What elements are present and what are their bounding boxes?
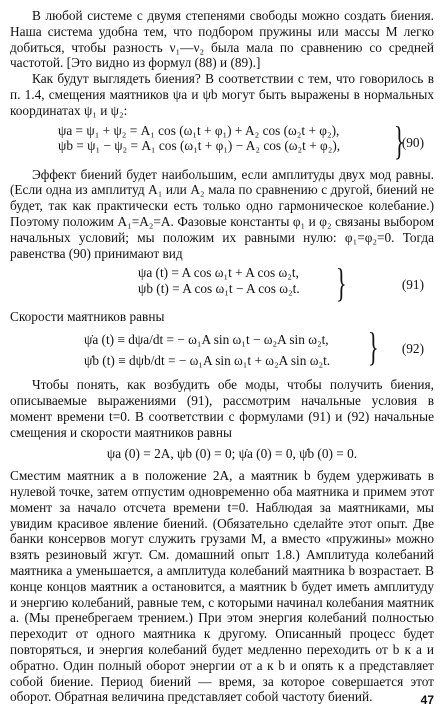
equation-90 [10, 117, 434, 163]
equation-91-line-1: ψa (t) = A cos ω₁t + A cos ω₂t, [138, 265, 299, 281]
right-brace: } [368, 324, 379, 370]
equation-90-number: (90) [401, 134, 424, 150]
right-brace: } [336, 260, 347, 306]
equation-90-line-2: ψb = ψ₁ − ψ₂ = A₁ cos (ω₁t + φ₁) − A₂ cos (ω₂t + φ₂), [58, 138, 341, 154]
equation-91 [10, 260, 434, 306]
page-number: 47 [420, 693, 434, 708]
paragraph-equal-amplitudes: Эффект биений будет наибольшим, если амплитуды двух мод равны. (Если одна из амплитуд A₁ или A₂ мала по сравнению с другой, биений не будет, так как практически есть только одно гармоническое колебание.) Поэтому положим A₁=A₂=A. Фазовые константы φ₁ и φ₂ связаны выбором начальных условий; мы положим их равными нулю: φ₁=φ₂=0. Тогда равенства (90) принимают вид [10, 166, 434, 261]
equation-91-number: (91) [401, 277, 424, 293]
paragraph-initial-conditions: Чтобы понять, как возбудить обе моды, чтобы получить биения, описываемые выражениями (91), рассмотрим начальные условия в момент времени t=0. В соответствии с формулами (91) и (92) начальные смещения и скорости маятников равны [10, 377, 434, 440]
right-brace: } [394, 117, 405, 163]
paragraph-velocities: Скорости маятников равны [10, 309, 165, 325]
equation-initial-values: ψa (0) = 2A, ψb (0) = 0; ψ̇a (0) = 0, ψ̇b (0) = 0. [106, 446, 358, 462]
paragraph-beats-question: Как будут выглядеть биения? В соответствии с тем, что говорилось в п. 1.4, смещения маятников ψa и ψb могут быть выражены в нормальных координатах ψ₁ и ψ₂: [10, 71, 434, 118]
equation-92-line-2: ψ̇b (t) ≡ dψb/dt = − ω₁A sin ω₁t + ω₂A sin ω₂t. [84, 353, 331, 369]
equation-92-line-1: ψ̇a (t) ≡ dψa/dt = − ω₁A sin ω₁t − ω₂A sin ω₂t, [84, 332, 329, 348]
equation-92-number: (92) [401, 341, 424, 357]
paragraph-experiment: Сместим маятник a в положение 2A, а маятник b будем удерживать в нулевой точке, затем отпустим одновременно оба маятника и примем этот момент за начало отсчета времени t=0. Наблюдая за маятниками, мы увидим красивое явление биений. (Обязательно сделайте этот опыт. Две банки консервов могут служить грузами M, а вместо «пружины» можно взять резиновый жгут. См. домашний опыт 1.8.) Амплитуда колебаний маятника a уменьшается, а амплитуда колебаний маятника b возрастает. В конце концов маятник a остановится, а маятник b будет иметь амплитуду и энергию колебаний, равные тем, с которыми начинал колебания маятник a. (Мы пренебрегаем трением.) При этом энергия колебаний полностью переходит от одного маятника к другому. Описанный процесс будет повторяться, и энергия колебаний будет медленно переходить от b к a и обратно. Один полный оборот энергии от a к b и опять к a представляет собой биение. Период биений — время, за которое совершается этот оборот. Обратная величина представляет собой частоту биений. [10, 468, 434, 705]
paragraph-intro: В любой системе с двумя степенями свободы можно создать биения. Наша система удобна тем, что подбором пружины или массы M легко добиться, чтобы разность ν₁—ν₂ была мала по сравнению со средней частотой. [Это видно из формул (88) и (89).] [10, 8, 434, 71]
equation-92 [10, 324, 434, 373]
equation-90-line-1: ψa = ψ₁ + ψ₂ = A₁ cos (ω₁t + φ₁) + A₂ cos (ω₂t + φ₂), [58, 122, 340, 138]
equation-91-line-2: ψb (t) = A cos ω₁t − A cos ω₂t. [138, 281, 300, 297]
